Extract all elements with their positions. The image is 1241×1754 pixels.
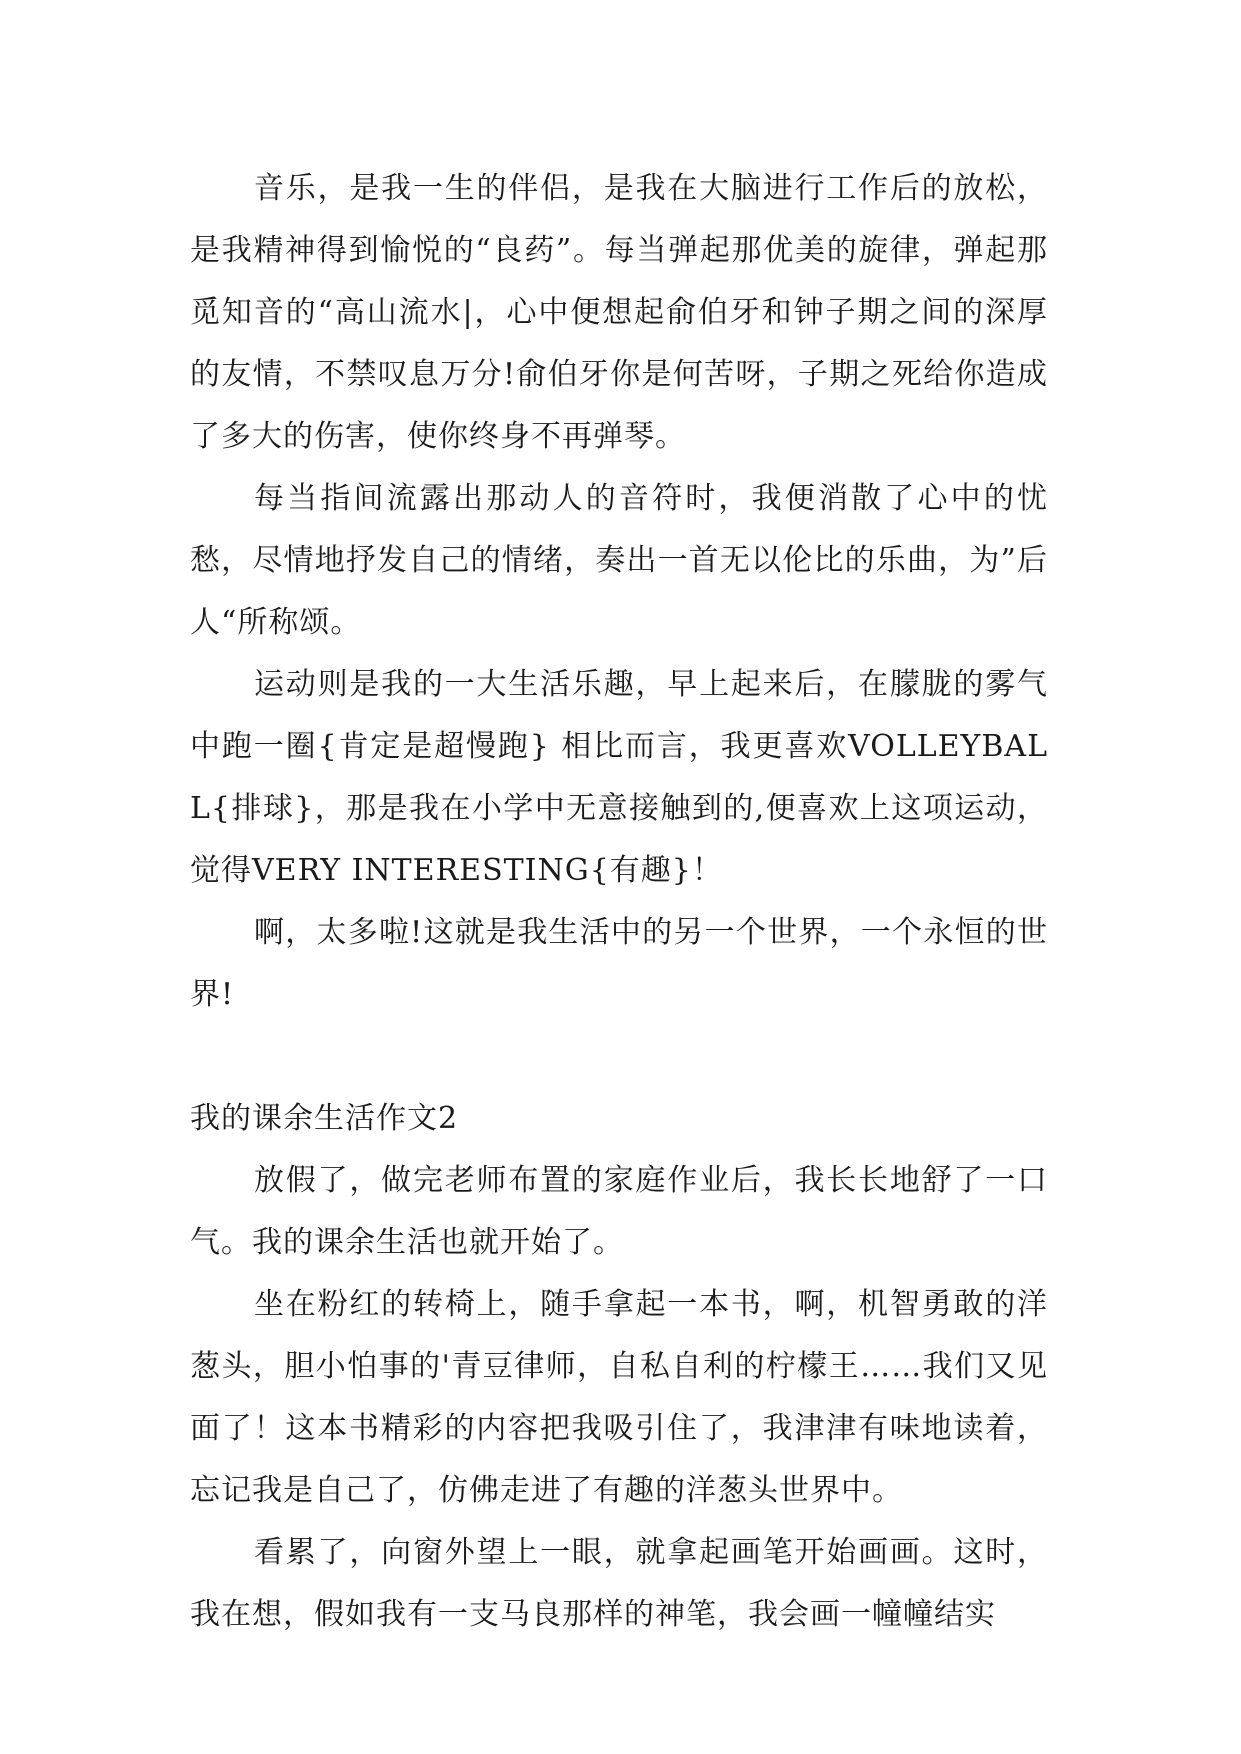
document-body — [190, 158, 1048, 1646]
section-gap — [190, 1026, 1048, 1088]
paragraph-world: 啊，太多啦!这就是我生活中的另一个世界，一个永恒的世界! — [190, 915, 1048, 1012]
paragraph-drawing: 看累了，向窗外望上一眼，就拿起画笔开始画画。这时，我在想，假如我有一支马良那样的神笔，我会画一幢幢结实 — [190, 1535, 1048, 1632]
paragraph-holiday: 放假了，做完老师布置的家庭作业后，我长长地舒了一口气。我的课余生活也就开始了。 — [190, 1163, 1048, 1260]
paragraph-music: 音乐，是我一生的伴侣，是我在大脑进行工作后的放松，是我精神得到愉悦的“良药”。每当弹起那优美的旋律，弹起那觅知音的“高山流水|，心中便想起俞伯牙和钟子期之间的深厚的友情，不禁叹息万分!俞伯牙你是何苦呀，子期之死给你造成了多大的伤害，使你终身不再弹琴。 — [190, 171, 1048, 454]
paragraph-reading: 坐在粉红的转椅上，随手拿起一本书，啊，机智勇敢的洋葱头，胆小怕事的'青豆律师，自私自利的柠檬王……我们又见面了！这本书精彩的内容把我吸引住了，我津津有味地读着，忘记我是自己了，仿佛走进了有趣的洋葱头世界中。 — [190, 1287, 1048, 1508]
paragraph-sports: 运动则是我的一大生活乐趣，早上起来后，在朦胧的雾气中跑一圈{肯定是超慢跑} 相比而言，我更喜欢VOLLEYBALL{排球}，那是我在小学中无意接触到的,便喜欢上这项运动，觉得VERY INTERESTING{有趣}！ — [190, 667, 1048, 888]
essay-title: 我的课余生活作文2 — [190, 1101, 459, 1136]
paragraph-notes: 每当指间流露出那动人的音符时，我便消散了心中的忧愁，尽情地抒发自己的情绪，奏出一首无以伦比的乐曲，为”后人“所称颂。 — [190, 481, 1048, 640]
